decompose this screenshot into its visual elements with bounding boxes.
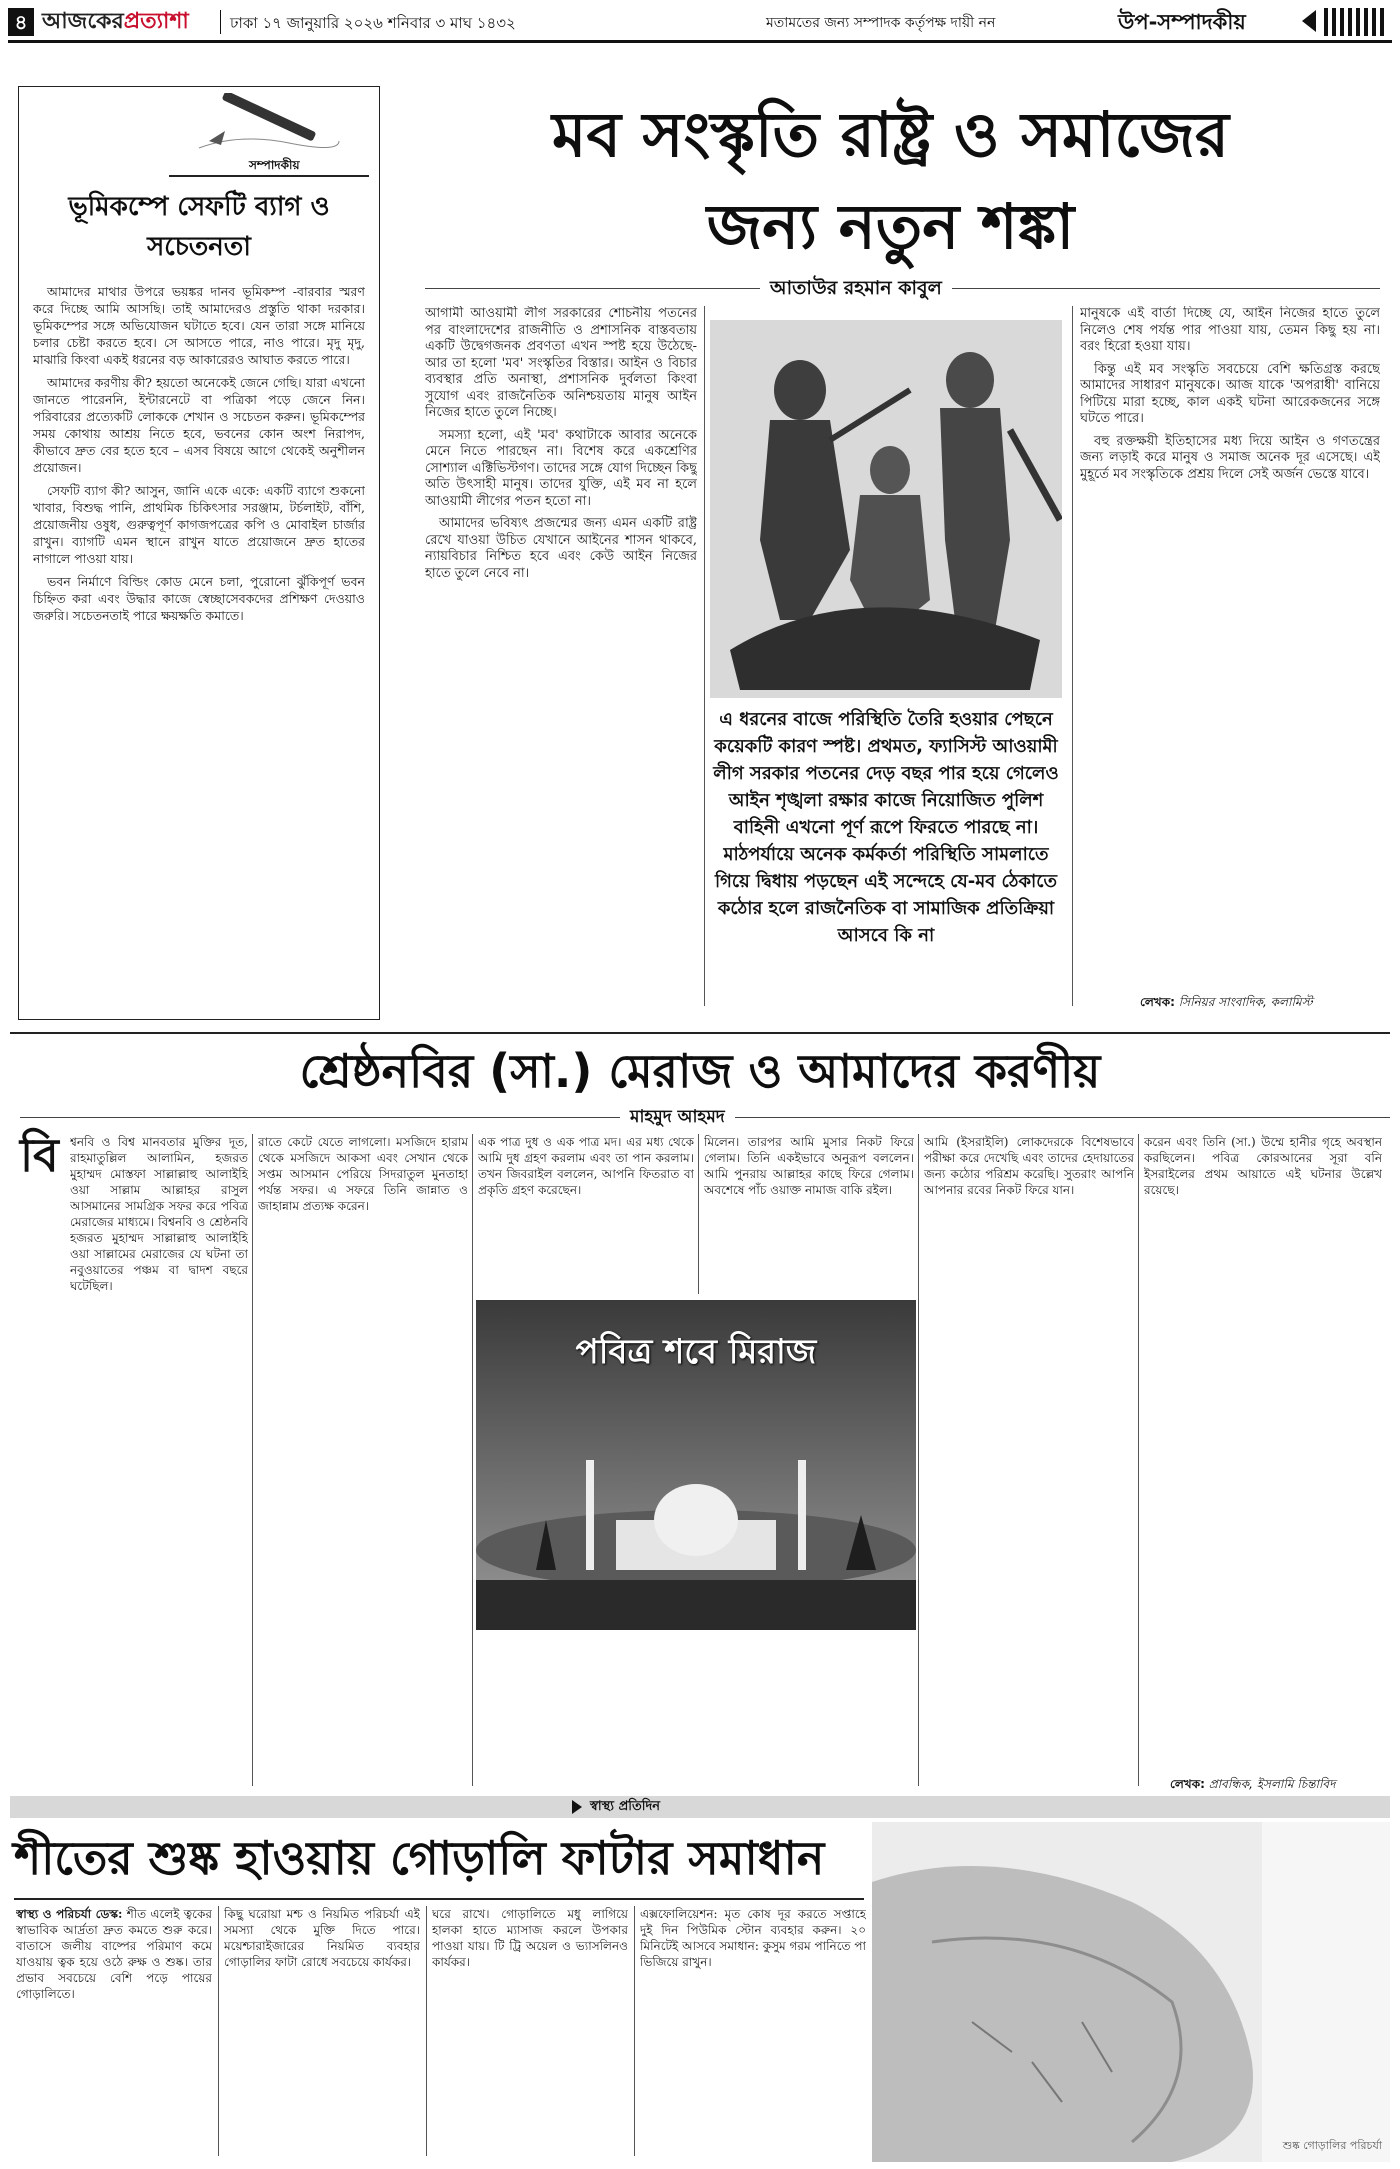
second-column-5: আমি (ইসরাইলি) লোকদেরকে বিশেষভাবে পরীক্ষা করে দেখেছি এবং তাদের হেদায়াতের জন্য কঠোর পরিশ্রম করেছি। সুতরাং আপনি আপনার রবের নিকট ফিরে যান। [924,1135,1134,1197]
miraj-image [476,1300,916,1630]
editorial-title: ভূমিকম্পে সেফটি ব্যাগ ও সচেতনতা [68,192,330,262]
lead-paragraph: সমস্যা হলো, এই 'মব' কথাটাকে আবার অনেকে মেনে নিতে পারছেন না। বিশেষ করে একশ্রেণির সোশ্যাল এক্টিভিস্টগণ। তাদের সঙ্গে যোগ দিচ্ছেন কিছু অতি উৎসাহী মানুষ। তাদের যুক্তি, এই মব না হলে আওয়ামী লীগের পতন হতো না। [425,427,697,509]
health-column-3: ঘরে রাখে। গোড়ালিতে মধু লাগিয়ে হালকা হাতে ম্যাসাজ করলে উপকার পাওয়া যায়। টি ট্রি অয়েল ও ভ্যাসলিনও কার্যকর। [432,1907,628,1969]
editorial-badge: সম্পাদকীয় [249,158,300,172]
editorial-box [18,86,380,1020]
editorial-paragraph: আমাদের মাথার উপরে ভয়ঙ্কর দানব ভূমিকম্প -বারবার স্মরণ করে দিচ্ছে আমি আসছি। তাই আমাদেরও প্রস্তুতি থাকা দরকার। ভূমিকম্পের সঙ্গে অভিযোজন ঘটাতে হবে। যেন তারা সঙ্গে মানিয়ে চলার চেষ্টা করতে হবে। সে আসতে পারে, নাও পারে। মৃদু মৃদু, মাঝারি কিংবা একই ধরনের বড় আকারেরও আঘাত করতে পারে। [33,284,365,367]
page-number: ৪ [8,8,34,36]
lead-byline: আতাউর রহমান কাবুল [760,276,952,300]
second-byline: মাহমুদ আহমদ [620,1106,735,1128]
lead-paragraph: আমাদের ভবিষ্যৎ প্রজন্মের জন্য এমন একটি রাষ্ট্র রেখে যাওয়া উচিত যেখানে আইনের শাসন থাকবে, ন্যায়বিচার নিশ্চিত হবে এবং কেউ আইন নিজের হাতে তুলে নেবে না। [425,516,697,581]
health-column-1 [16,1906,212,2156]
editorial-body [33,283,365,1011]
disclaimer: মতামতের জন্য সম্পাদক কর্তৃপক্ষ দায়ী নন [766,15,996,31]
heel-photo-caption: শুষ্ক গোড়ালির পরিচর্যা [1282,2139,1382,2152]
second-headline: শ্রেষ্ঠনবির (সা.) মেরাজ ও আমাদের করণীয় [299,1044,1101,1098]
section-label: উপ-সম্পাদকীয় [1118,10,1246,34]
lead-footnote-label: লেখক: [1140,995,1175,1009]
lead-headline-line-2: জন্য নতুন শঙ্কা [706,190,1075,263]
lead-column-3 [1080,306,1380,960]
editorial-paragraph: আমাদের করণীয় কী? হয়তো অনেকেই জেনে গেছি। যারা এখনো জানতে পারেননি, ইন্টারনেটে বা পত্রিকা পড়ে জেনে নিন। পরিবারের প্রত্যেকটি লোককে শেখান ও সচেতন করুন। ভূমিকম্পের সময় কোথায় আশ্রয় নিতে হবে, ভবনের কোন অংশ নিরাপদ, কীভাবে দ্রুত বের হতে হবে – এসব বিষয়ে আগে থেকেই অনুশীলন প্রয়োজন। [33,375,365,475]
pen-icon [179,93,349,163]
second-column-3: এক পাত্র দুধ ও এক পাত্র মদ। এর মধ্য থেকে আমি দুধ গ্রহণ করলাম এবং তা পান করলাম। তখন জিবরাইল বললেন, আপনি ফিতরাত বা প্রকৃতি গ্রহণ করেছেন। [478,1135,694,1197]
health-column-2: কিছু ঘরোয়া মশ্চ ও নিয়মিত পরিচর্যা এই সমস্যা থেকে মুক্তি দিতে পারে। ময়েশ্চারাইজারের নিয়মিত ব্যবহার গোড়ালির ফাটা রোধে সবচেয়ে কার্যকর। [224,1907,420,1969]
lead-paragraph: কিন্তু এই মব সংস্কৃতি সবচেয়ে বেশি ক্ষতিগ্রস্ত করছে আমাদের সাধারণ মানুষকে। আজ যাকে 'অপরাধী' বানিয়ে পিটিয়ে মারা হচ্ছে, কাল একই ঘটনা আরেকজনের সঙ্গে ঘটতে পারে। [1080,361,1380,426]
health-kicker-arrow-icon [572,1800,582,1814]
masthead [8,6,1392,43]
lead-headline-line-1: মব সংস্কৃতি রাষ্ট্র ও সমাজের [552,98,1229,171]
lead-footnote-text: সিনিয়র সাংবাদিক, কলামিস্ট [1178,995,1313,1009]
editorial-paragraph: সেফটি ব্যাগ কী? আসুন, জানি একে একে: একটি ব্যাগে শুকনো খাবার, বিশুদ্ধ পানি, প্রাথমিক চিকিৎসার সরঞ্জাম, টর্চলাইট, বাঁশি, প্রয়োজনীয় ওষুধ, গুরুত্বপূর্ণ কাগজপত্রের কপি ও মোবাইল চার্জার রাখুন। ব্যাগটি এমন স্থানে রাখুন যাতে প্রয়োজনে দ্রুত হাতের নাগালে পাওয়া যায়। [33,483,365,566]
health-headline: শীতের শুষ্ক হাওয়ায় গোড়ালি ফাটার সমাধান [14,1831,825,1885]
dateline: ঢাকা ১৭ জানুয়ারি ২০২৬ শনিবার ৩ মাঘ ১৪৩২ [230,14,516,32]
health-kicker: স্বাস্থ্য প্রতিদিন [590,1799,661,1814]
second-column-6: করেন এবং তিনি (সা.) উম্মে হানীর গৃহে অবস্থান করছিলেন। পবিত্র কোরআনের সূরা বনি ইসরাইলের প্রথম আয়াতে এই ঘটনার উল্লেখ রয়েছে। [1144,1135,1382,1197]
logo-part-1: আজকের [42,9,124,34]
lead-paragraph: আগামী আওয়ামী লীগ সরকারের শোচনীয় পতনের পর বাংলাদেশের রাজনীতি ও প্রশাসনিক বাস্তবতায় একটি উদ্বেগজনক প্রবণতা এখন স্পষ্ট হয়ে উঠেছে- আর তা হলো 'মব' সংস্কৃতির বিস্তার। আইন ও বিচার ব্যবস্থার প্রতি অনাস্থা, প্রশাসনিক দুর্বলতা কিংবা সুযোগ এবং রাজনৈতিক অনিশ্চয়তায় মানুষ আইন নিজের হাতে তুলে নিচ্ছে। [425,306,697,420]
lead-illustration [710,320,1062,698]
miraj-image-caption: পবিত্র শবে মিরাজ [575,1332,817,1372]
logo-part-2: প্রত্যাশা [123,9,189,34]
second-footnote-text: প্রাবন্ধিক, ইসলামি চিন্তাবিদ [1208,1777,1336,1791]
lead-pullquote: এ ধরনের বাজে পরিস্থিতি তৈরি হওয়ার পেছনে কয়েকটি কারণ স্পষ্ট। প্রথমত, ফ্যাসিস্ট আওয়ামী লীগ সরকার পতনের দেড় বছর পার হয়ে গেলেও আইন শৃঙ্খলা রক্ষার কাজে নিয়োজিত পুলিশ বাহিনী এখনো পূর্ণ রূপে ফিরতে পারছে না। মাঠপর্যায়ে অনেক কর্মকর্তা পরিস্থিতি সামলাতে গিয়ে দ্বিধায় পড়ছেন এই সন্দেহে যে-মব ঠেকাতে কঠোর হলে রাজনৈতিক বা সামাজিক প্রতিক্রিয়া আসবে কি না [713,709,1059,946]
second-column-2: রাতে কেটে যেতে লাগলো। মসজিদে হারাম থেকে মসজিদে আকসা এবং সেখান থেকে সপ্তম আসমান পেরিয়ে সিদরাতুল মুনতাহা পর্যন্ত সফর। এ সফরে তিনি জান্নাত ও জাহান্নাম প্রত্যক্ষ করেন। [258,1135,468,1213]
heel-photo [872,1822,1390,2162]
health-kicker-bar [10,1796,1390,1818]
health-lead-label: স্বাস্থ্য ও পরিচর্যা ডেস্ক: [16,1907,123,1921]
editorial-paragraph: ভবন নির্মাণে বিল্ডিং কোড মেনে চলা, পুরোনো ঝুঁকিপূর্ণ ভবন চিহ্নিত করা এবং উদ্ধার কাজে স্বেচ্ছাসেবকদের প্রশিক্ষণ দেওয়াও জরুরি। সচেতনতাই পারে ক্ষয়ক্ষতি কমাতে। [33,574,365,623]
drop-cap: বি [20,1128,59,1182]
section-arrow-icon [1302,10,1316,32]
health-column-4: এক্সফোলিয়েশন: মৃত কোষ দূর করতে সপ্তাহে দুই দিন পিউমিক স্টোন ব্যবহার করুন। ২০ মিনিটেই আসবে সমাধান: কুসুম গরম পানিতে পা ভিজিয়ে রাখুন। [640,1907,866,1969]
section-bars [1324,8,1388,36]
second-footnote-label: লেখক: [1170,1777,1205,1791]
health-paragraph: শীত এলেই ত্বকের স্বাভাবিক আর্দ্রতা দ্রুত কমতে শুরু করে। বাতাসে জলীয় বাষ্পের পরিমাণ কমে যাওয়ায় ত্বক হয়ে ওঠে রুক্ষ ও শুষ্ক। তার প্রভাব সবচেয়ে বেশি পড়ে পায়ের গোড়ালিতে। [16,1907,212,2001]
lead-paragraph: মানুষকে এই বার্তা দিচ্ছে যে, আইন নিজের হাতে তুলে নিলেও শেষ পর্যন্ত পার পাওয়া যায়, তেমন কিছু হয় না। বরং হিরো হওয়া যায়। [1080,306,1380,354]
lead-paragraph: বহু রক্তক্ষয়ী ইতিহাসের মধ্য দিয়ে আইন ও গণতন্ত্রের জন্য লড়াই করে মানুষ ও সমাজ অনেক দূর এসেছে। এই মুহূর্তে মব সংস্কৃতিকে প্রশ্রয় দিলে সেই অর্জন ভেস্তে যাবে। [1080,433,1380,482]
lead-footnote [1140,994,1312,1014]
masthead-logo [42,8,189,38]
second-footnote [1170,1776,1335,1796]
second-column-1: শ্বনবি ও বিশ্ব মানবতার মুক্তির দূত, রাহমাতুল্লিল আলামিন, হজরত মুহাম্মদ মোস্তফা সাল্লাল্লাহু আলাইহি ওয়া সাল্লাম আল্লাহর রাসুল আসমানের সামগ্রিক সফর করে পবিত্র মেরাজের মাধ্যমে। বিশ্বনবি ও শ্রেষ্ঠনবি হজরত মুহাম্মদ সাল্লাল্লাহু আলাইহি ওয়া সাল্লামের মেরাজের যে ঘটনা তা নবুওয়াতের পঞ্চম বা দ্বাদশ বছরে ঘটেছিল। [70,1135,248,1293]
second-column-4: মিলেন। তারপর আমি মুসার নিকট ফিরে গেলাম। তিনি একইভাবে অনুরূপ বললেন। আমি পুনরায় আল্লাহর কাছে ফিরে গেলাম। অবশেষে পাঁচ ওয়াক্ত নামাজ বাকি রইল। [704,1135,914,1197]
lead-column-1 [425,306,697,1006]
